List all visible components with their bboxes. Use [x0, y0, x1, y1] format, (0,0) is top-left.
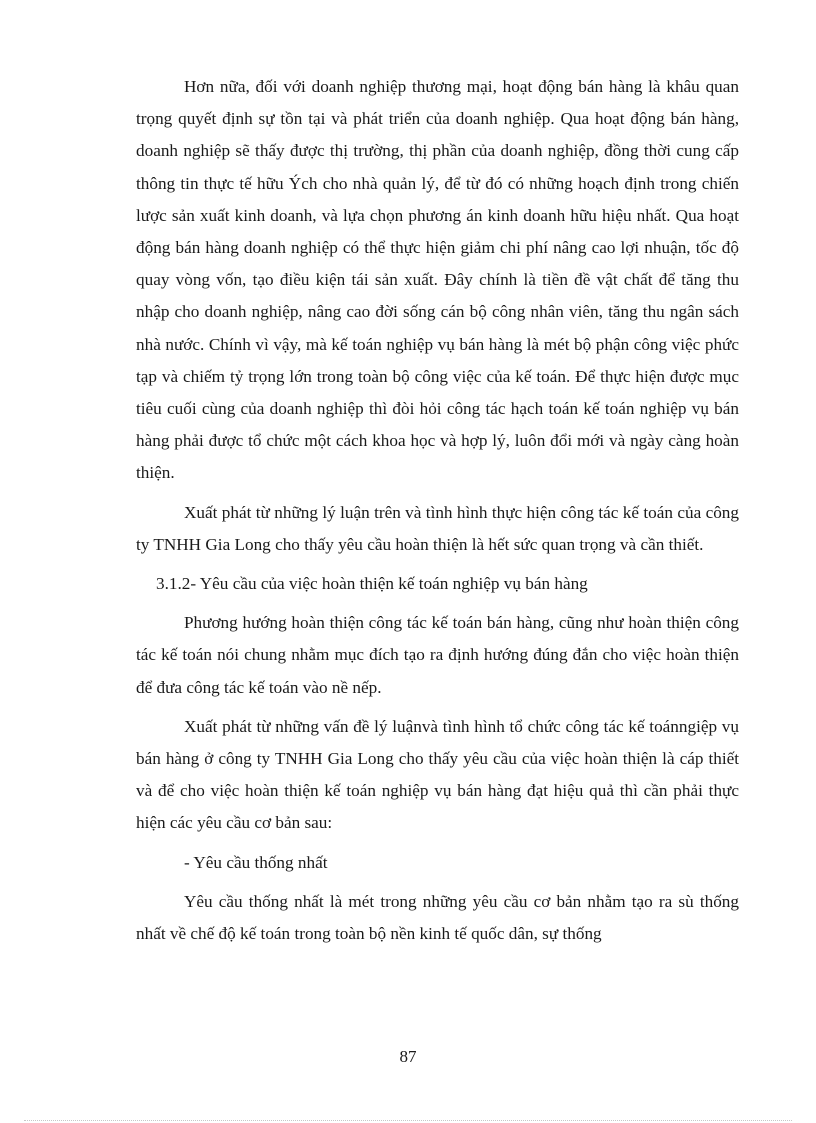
body-text [136, 71, 739, 950]
paragraph-sales-importance: Hơn nữa, đối với doanh nghiệp thương mại, hoạt động bán hàng là khâu quan trọng quyết định sự tồn tại và phát triển của doanh nghiệp. Qua hoạt động bán hàng, doanh nghiệp sẽ thấy được thị trường, thị phần của doanh nghiệp, đồng thời cung cấp thông tin thực tế hữu Ých cho nhà quản lý, để từ đó có những hoạch định trong chiến lược sản xuất kinh doanh, và lựa chọn phương án kinh doanh hữu hiệu nhất. Qua hoạt động bán hàng doanh nghiệp có thể thực hiện giảm chi phí nâng cao lợi nhuận, tốc độ quay vòng vốn, tạo điều kiện tái sản xuất. Đây chính là tiền đề vật chất để tăng thu nhập cho doanh nghiệp, nâng cao đời sống cán bộ công nhân viên, tăng thu ngân sách nhà nước. Chính vì vậy, mà kế toán nghiệp vụ bán hàng là mét bộ phận công việc phức tạp và chiếm tỷ trọng lớn trong toàn bộ công việc của kế toán. Để thực hiện được mục tiêu cuối cùng của doanh nghiệp thì đòi hỏi công tác hạch toán kế toán nghiệp vụ bán hàng phải được tổ chức một cách khoa học và hợp lý, luôn đổi mới và ngày càng hoàn thiện. [136, 77, 739, 483]
sub-item-unity: - Yêu cầu thống nhất [184, 852, 328, 872]
footer-divider [24, 1120, 792, 1121]
paragraph-unity-requirement: Yêu cầu thống nhất là mét trong những yêu cầu cơ bản nhằm tạo ra sù thống nhất về chế độ kế toán trong toàn bộ nền kinh tế quốc dân, sự thống [136, 891, 739, 944]
paragraph-completion-need: Xuất phát từ những lý luận trên và tình hình thực hiện công tác kế toán của công ty TNHH Gia Long cho thấy yêu cầu hoàn thiện là hết sức quan trọng và cần thiết. [136, 502, 739, 554]
section-heading: 3.1.2- Yêu cầu của việc hoàn thiện kế toán nghiệp vụ bán hàng [156, 574, 588, 594]
page-number: 87 [399, 1047, 417, 1066]
paragraph-requirements-intro: Xuất phát từ những vấn đề lý luậnvà tình hình tổ chức công tác kế toánngiệp vụ bán hàng ở công ty TNHH Gia Long cho thấy yêu cầu của việc hoàn thiện là cáp thiết và để cho việc hoàn thiện kế toán nghiệp vụ bán hàng đạt hiệu quả thì cần phải thực hiện các yêu cầu cơ bản sau: [136, 716, 739, 833]
paragraph-direction: Phương hướng hoàn thiện công tác kế toán bán hàng, cũng như hoàn thiện công tác kế toán nói chung nhằm mục đích tạo ra định hướng đúng đắn cho việc hoàn thiện để đưa công tác kế toán vào nề nếp. [136, 613, 739, 697]
